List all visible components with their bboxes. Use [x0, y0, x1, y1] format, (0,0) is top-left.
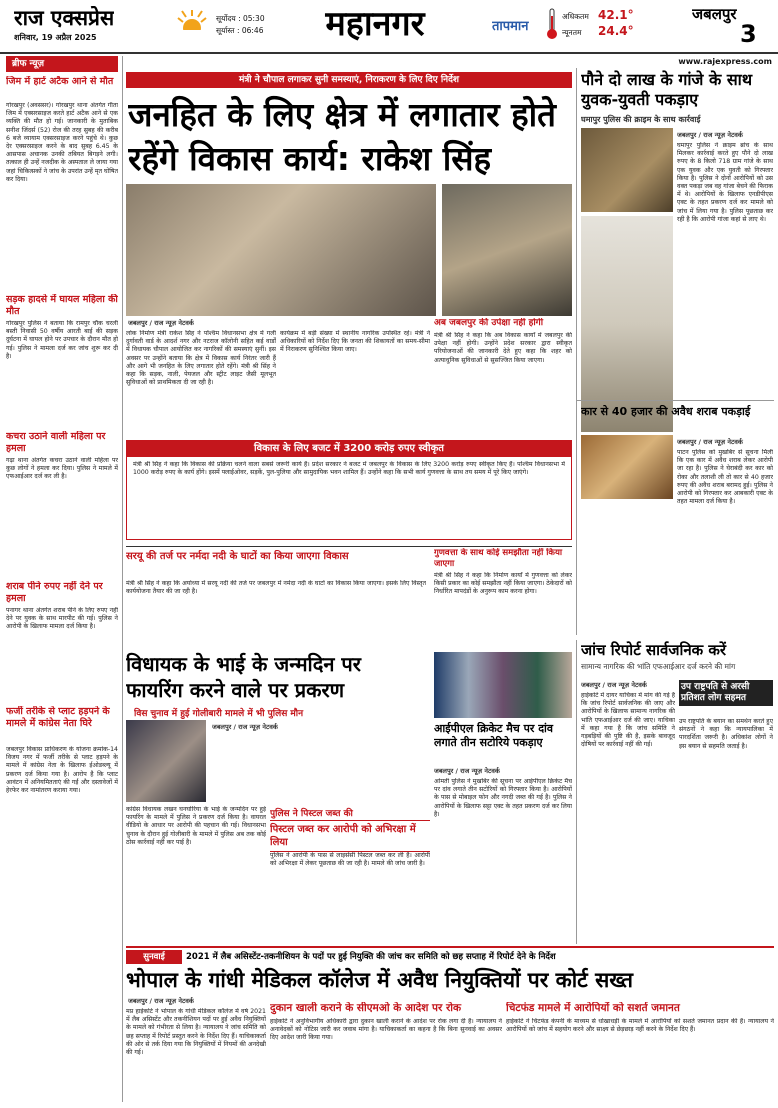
report-headline: जांच रिपोर्ट सार्वजनिक करें: [581, 641, 727, 659]
brief-5-title: फर्जी तरीके से प्लाट हड़पने के मामले में कांग्रेस नेता घिरे: [6, 706, 110, 729]
ganja-story: [576, 68, 774, 438]
chaupal-photo: [442, 184, 572, 316]
cricket-phones-photo: [434, 652, 572, 718]
thermometer-icon: [546, 8, 558, 40]
firing-headline-line-2: फायरिंग करने वाले पर प्रकरण: [126, 678, 345, 702]
column-divider: [122, 56, 123, 1102]
report-kicker: सामान्य नागरिक की भांति एफआईआर दर्ज करने की मांग: [581, 662, 736, 671]
firing-kicker: विस चुनाव में हुई गोलीबारी मामले में भी पुलिस मौन: [134, 709, 304, 719]
ganja-photo: [581, 128, 673, 212]
budget-box-body: मंत्री श्री सिंह ने कहा कि विकास की प्रक्रिया चलने वाला सबसे जरूरी कार्य है। प्रदेश सरकार ने बजट में जबलपुर के विकास के लिए 3200 करोड़ रुपए स्वीकृत किए हैं। पश्चिम विधानसभा में 1000 करोड़ रुपए के कार्य होंगे। इसमें फ्लाईओवर, सड़कें, पुल-पुलिया और सामुदायिक भवन शामिल हैं। उन्होंने कहा कि सभी कार्य गुणवत्ता के साथ तय समय में पूरे किए जाएंगे।: [133, 461, 565, 477]
brief-3-body: गढ़ा थाना अंतर्गत कचरा उठाने वाली महिला पर कुछ लोगों ने हमला कर दिया। पुलिस ने मामले में एफआईआर दर्ज कर ली है।: [6, 457, 118, 481]
chitfund-body: हाईकोर्ट ने चिटफंड कंपनी के माध्यम से धोखाधड़ी के मामले में आरोपियों को सशर्त जमानत प्रदान की है। न्यायालय ने आरोपियों को जांच में सहयोग करने और साक्ष्य से छेड़छाड़ नहीं करने के निर्देश दिए हैं।: [506, 1018, 774, 1034]
hearing-headline: भोपाल के गांधी मेडिकल कॉलेज में अवैध नियुक्तियों पर कोर्ट सख्त: [126, 968, 633, 992]
saryu-section: [126, 548, 430, 648]
paper-name: राज एक्सप्रेस: [14, 6, 115, 30]
report-side-body: उप राष्ट्रपति के बयान का समर्थन करते हुए संगठनों ने कहा कि न्यायपालिका में पारदर्शिता जरूरी है। अधिकांश लोगों ने इस बयान से सहमति जताई है।: [679, 718, 773, 750]
lead-byline: जबलपुर / राज न्यूज़ नेटवर्क: [128, 319, 194, 327]
section-divider: [126, 546, 572, 547]
firing-body: कांग्रेस विधायक लखन घनघोरिया के भाई के जन्मदिन पर हुई फायरिंग के मामले में पुलिस ने प्रकरण दर्ज किया है। वायरल वीडियो के आधार पर आरोपी की पहचान की गई। विधानसभा चुनाव के दौरान हुई गोलीबारी के मामले में पुलिस अब तक कोई ठोस कार्रवाई नहीं कर पाई है।: [126, 806, 266, 846]
website-url[interactable]: www.rajexpress.com: [678, 57, 772, 66]
sun-icon: [174, 8, 210, 36]
city-name: जबलपुर: [692, 5, 737, 23]
lead-kicker: मंत्री ने चौपाल लगाकर सुनी समस्याएं, निराकरण के लिए दिए निर्देश: [126, 72, 572, 88]
brief-1-title: जिम में हार्ट अटैक आने से मौत: [6, 76, 114, 87]
brief-2-title: सड़क हादसे में घायल महिला की मौत: [6, 294, 118, 317]
shop-order-box: [270, 1002, 502, 1104]
masthead: [0, 0, 778, 52]
report-side-title: उप राष्ट्रपति से अरसी प्रतिशत लोग सहमत: [679, 680, 773, 706]
hearing-tag: सुनवाई: [126, 950, 182, 964]
quality-headline: गुणवत्ता के साथ कोई समझौता नहीं किया जाएगा: [434, 548, 563, 569]
ganja-headline: पौने दो लाख के गांजे के साथ युवक-युवती पकड़ाए: [581, 70, 753, 109]
brief-1-body: गोरखपुर (अवससर)। गोरखपुर थाना अंतर्गत गीता जिम में एक्सरसाइज करते हार्ट अटैक आने से एक व्यक्ति की मौत हो गई। जानकारी के मुताबिक सनीश जिंदर्स (52) रोज की तरह सुबह की करीब 6 बजे व्यायाम एक्सरसाइज करने पहुंचे थे। कुछ देर एक्सरसाइज करने के बाद सुबह 6.45 के आसपास अचानक उनकी तबियत बिगड़ने लगी। तत्काल ही उन्हें नजदीक के अस्पताल ले जाया गया जहां चिकित्सकों ने जांच के उपरांत उन्हें मृत घोषित कर दिया।: [6, 102, 118, 183]
brief-5-body: जबलपुर विकास प्राधिकरण के योजना क्रमांक-14 विजय नगर में फर्जी तरीके से प्लाट हड़पने के मामले में कांग्रेस नेता के खिलाफ ईओडब्ल्यू में प्रकरण दर्ज किया गया है। आरोप है कि प्लाट आवंटन में अनियमितताएं की गईं और दस्तावेजों में हेरफेर कर नामांतरण कराया गया।: [6, 746, 118, 795]
brief-3-title: कचरा उठाने वाली महिला पर हमला: [6, 431, 106, 454]
firing-byline: जबलपुर / राज न्यूज़ नेटवर्क: [212, 723, 278, 731]
brief-4-title: शराब पीने रुपए नहीं देने पर हमला: [6, 581, 103, 604]
ganja-kicker: घमापुर पुलिस की क्राइम के साथ कार्रवाई: [581, 115, 701, 124]
report-story: [576, 640, 774, 944]
shop-order-title: दुकान खाली कराने के सीएमओ के आदेश पर रोक: [270, 1002, 462, 1014]
sunset-time: सूर्यास्त : 06:46: [216, 26, 264, 35]
firing-pullquote: पिस्टल जब्त कर आरोपी को अभिरक्षा में लिया: [270, 820, 430, 852]
liquor-photo: [581, 435, 673, 499]
max-temp-label: अधिकतम: [562, 12, 589, 21]
brief-news-label: ब्रीफ न्यूज़: [6, 56, 118, 72]
ganja-body: घमापुर पुलिस ने क्राइम ब्रांच के साथ मिलकर कार्रवाई करते हुए पौने दो लाख रुपए के 8 किलो 718 ग्राम गांजे के साथ एक युवक और एक युवती को गिरफ्तार किया है। पुलिस ने दोनों आरोपियों को उस वक्त पकड़ा जब वह गांजा बेचने की फिराक में थे। आरोपियों के खिलाफ एनडीपीएस एक्ट के तहत प्रकरण दर्ज कर मामले को जांच में लिया गया है। पुलिस पूछताछ कर रही है कि आरोपी गांजा कहां से लाए थे।: [677, 142, 773, 223]
chitfund-box: [506, 1002, 774, 1104]
lead-body-3: मंत्री श्री सिंह ने कहा कि अब विकास कार्यों में जबलपुर की उपेक्षा नहीं होगी। उन्होंने प्रदेश सरकार द्वारा स्वीकृत परियोजनाओं की जानकारी देते हुए कहा कि शहर को अत्याधुनिक सुविधाओं से सुसज्जित किया जाएगा।: [434, 332, 572, 364]
temperature-label: तापमान: [492, 19, 529, 34]
min-temp-value: 24.4°: [598, 24, 634, 38]
shop-order-body: हाईकोर्ट ने अनुविभागीय अधिकारी द्वारा दुकान खाली कराने के आदेश पर रोक लगा दी है। न्यायालय ने अनावेदकों को नोटिस जारी कर जवाब मांगा है। याचिकाकर्ता का कहना है कि बिना सुनवाई का अवसर दिए आदेश जारी किया गया।: [270, 1018, 502, 1042]
chitfund-title: चिटफंड मामले में आरोपियों को सशर्त जमानत: [506, 1002, 680, 1014]
quality-body: मंत्री श्री सिंह ने कहा कि निर्माण कार्यों में गुणवत्ता को लेकर किसी प्रकार का कोई समझौता नहीं किया जाएगा। ठेकेदारों को निर्धारित मापदंडों के अनुरूप काम करना होगा।: [434, 572, 572, 596]
date-line: शनिवार, 19 अप्रैल 2025: [14, 33, 97, 42]
liquor-story: [576, 400, 774, 635]
firing-headline-line-1: विधायक के भाई के जन्मदिन पर: [126, 652, 361, 676]
lead-headline-line-1: जनहित के लिए क्षेत्र में लगातार होते: [128, 95, 556, 134]
liquor-byline: जबलपुर / राज न्यूज़ नेटवर्क: [677, 438, 743, 446]
hearing-divider: [126, 946, 774, 948]
hearing-kicker: 2021 में लैब असिस्टेंट-तकनीशियन के पदों पर हुई नियुक्ति की जांच कर समिति को छह सप्ताह में रिपोर्ट देने के निर्देश: [186, 952, 556, 962]
hearing-byline: जबलपुर / राज न्यूज़ नेटवर्क: [128, 997, 194, 1005]
lead-subhead: अब जबलपुर की उपेक्षा नहीं होगी: [434, 318, 544, 328]
saryu-headline: सरयू की तर्ज पर नर्मदा नदी के घाटों का किया जाएगा विकास: [126, 551, 349, 562]
brief-2-body: गोरखपुर पुलिस ने बताया कि रामपुर चौक चरली बस्ती निवासी 50 वर्षीय आरती बाई की सड़क दुर्घटना में घायल होने पर उपचार के दौरान मौत हो गई। पुलिस ने मामला दर्ज कर जांच शुरू कर दी है।: [6, 320, 118, 360]
max-temp-value: 42.1°: [598, 8, 634, 22]
sunrise-time: सूर्योदय : 05:30: [216, 14, 265, 23]
budget-box-title: विकास के लिए बजट में 3200 करोड़ रुपए स्वीकृत: [127, 441, 571, 457]
ganja-byline: जबलपुर / राज न्यूज़ नेटवर्क: [677, 131, 743, 139]
firing-photo: [126, 720, 206, 802]
cricket-body: ओमती पुलिस ने मुखबिर की सूचना पर आईपीएल क्रिकेट मैच पर दांव लगाते तीन सटोरियों को गिरफ्तार किया है। आरोपियों के पास से मोबाइल फोन और नगदी जब्त की गई है। पुलिस ने आरोपियों के खिलाफ सट्टा एक्ट के तहत प्रकरण दर्ज कर लिया है।: [434, 778, 572, 818]
liquor-headline: कार से 40 हजार की अवैध शराब पकड़ाई: [581, 405, 751, 418]
firing-body-2: पुलिस ने आरोपी के पास से लाइसेंसी पिस्टल जब्त कर ली है। आरोपी को अभिरक्षा में लेकर पूछताछ की जा रही है। मामले की जांच जारी है।: [270, 852, 430, 868]
lead-body-2: कार्यक्रम में बड़ी संख्या में स्थानीय नागरिक उपस्थित रहे। मंत्री ने अधिकारियों को निर्देश दिए कि जनता की शिकायतों का समय-सीमा में निराकरण सुनिश्चित किया जाए।: [280, 330, 430, 354]
brief-news-column: [6, 56, 118, 1106]
liquor-body: पाटन पुलिस को मुखबिर से सूचना मिली कि एक कार में अवैध शराब लेकर आरोपी जा रहा है। पुलिस ने घेराबंदी कर कार को रोका और तलाशी ली तो कार से 40 हजार रुपए की अवैध शराब बरामद हुई। पुलिस ने आरोपी को गिरफ्तार कर आबकारी एक्ट के तहत मामला दर्ज किया है।: [677, 449, 773, 506]
section-title: महानगर: [325, 4, 425, 44]
cricket-byline: जबलपुर / राज न्यूज़ नेटवर्क: [434, 767, 500, 775]
page-number: 3: [740, 20, 757, 48]
lead-headline-line-2: रहेंगे विकास कार्य: राकेश सिंह: [128, 139, 492, 178]
hearing-body: मप्र हाईकोर्ट ने भोपाल के गांधी मेडिकल कॉलेज में वर्ष 2021 में लैब असिस्टेंट और तकनीशियन पदों पर हुई अवैध नियुक्तियों के मामले को गंभीरता से लिया है। न्यायालय ने जांच समिति को छह सप्ताह में रिपोर्ट प्रस्तुत करने के निर्देश दिए हैं। याचिकाकर्ता की ओर से तर्क दिया गया कि नियुक्तियों में नियमों की अनदेखी की गई।: [126, 1008, 266, 1057]
masthead-divider: [0, 52, 778, 54]
firing-subhead: पुलिस ने पिस्टल जब्त की: [270, 809, 353, 819]
quality-section: [434, 548, 572, 648]
report-body: हाईकोर्ट में दायर याचिका में मांग की गई है कि जांच रिपोर्ट सार्वजनिक की जाए और आरोपियों के खिलाफ सामान्य नागरिक की भांति एफआईआर दर्ज की जाए। याचिका में कहा गया है कि जांच समिति ने गड़बड़ियों की पुष्टि की है, इसके बावजूद दोषियों पर कार्रवाई नहीं की गई।: [581, 692, 675, 749]
budget-box: [126, 440, 572, 540]
min-temp-label: न्यूनतम: [562, 28, 582, 37]
saryu-body: मंत्री श्री सिंह ने कहा कि अयोध्या में सरयू नदी की तर्ज पर जबलपुर में नर्मदा नदी के घाटों का विकास किया जाएगा। इसके लिए विस्तृत कार्ययोजना तैयार की जा रही है।: [126, 580, 426, 596]
cricket-headline: आईपीएल क्रिकेट मैच पर दांव लगाते तीन सटोरिये पकड़ाए: [434, 722, 554, 749]
lead-photo: [126, 184, 436, 316]
report-byline: जबलपुर / राज न्यूज़ नेटवर्क: [581, 681, 647, 689]
brief-4-body: पनागर थाना अंतर्गत शराब पीने के लिए रुपए नहीं देने पर युवक के साथ मारपीट की गई। पुलिस ने आरोपी के खिलाफ मामला दर्ज किया है।: [6, 607, 118, 631]
lead-body-1: लोक निर्माण मंत्री राकेश सिंह ने पश्चिम विधानसभा क्षेत्र में गली दुर्गावती वार्ड के आदर्श नगर और नटराज कॉलोनी सहित कई वार्डों में विधायक चौपाल आयोजित कर नागरिकों की समस्याएं सुनीं। इस अवसर पर उन्होंने बताया कि क्षेत्र में विकास कार्य निरंतर जारी हैं और आगे भी जनहित के लिए लगातार होते रहेंगे। मंत्री श्री सिंह ने कहा कि सड़क, नाली, पेयजल और स्ट्रीट लाइट जैसी मूलभूत सुविधाओं को प्राथमिकता दी जा रही है।: [126, 330, 276, 387]
